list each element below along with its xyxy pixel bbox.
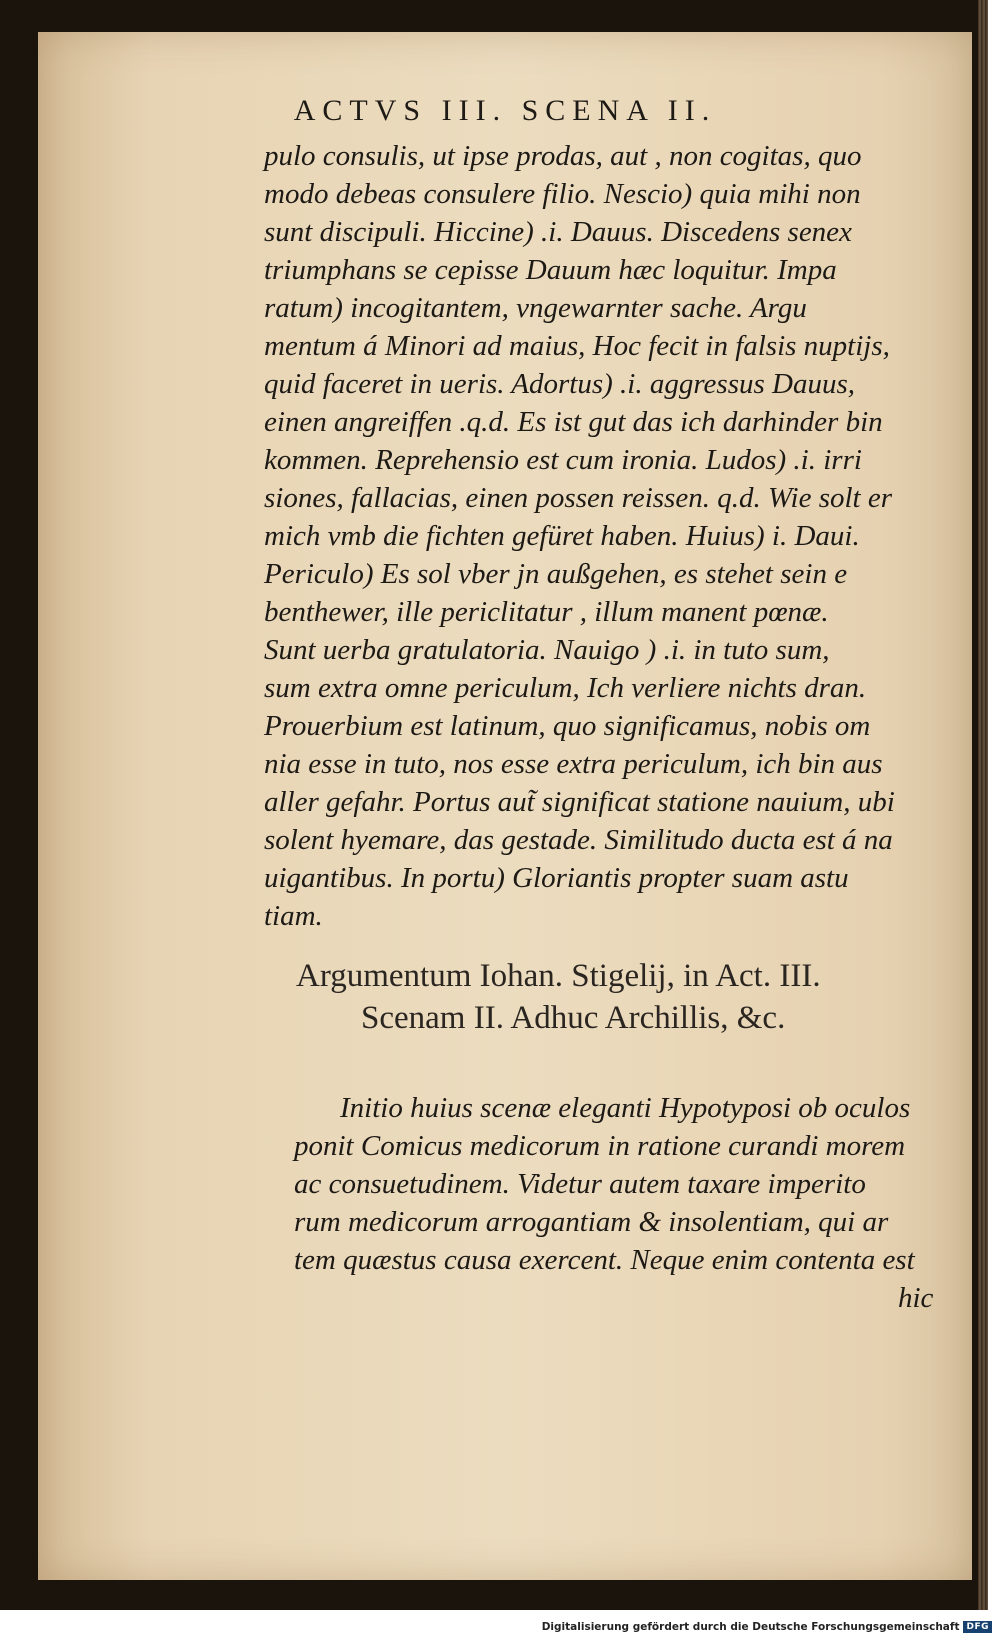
text-line: nia esse in tuto, nos esse extra periculum, ich bin aus (264, 748, 883, 780)
text-line: ac consuetudinem. Videtur autem taxare imperito (294, 1168, 866, 1200)
catchword: hic (898, 1282, 934, 1314)
text-line: pulo consulis, ut ipse prodas, aut , non cogitas, quo (264, 140, 862, 172)
text-line: Sunt uerba gratulatoria. Nauigo ) .i. in tuto sum, (264, 634, 830, 666)
book-page (38, 32, 972, 1580)
text-line: triumphans se cepisse Dauum hæc loquitur. Impa (264, 254, 837, 286)
text-line: uigantibus. In portu) Gloriantis propter suam astu (264, 862, 849, 894)
argument-heading-line: Scenam II. Adhuc Archillis, &c. (361, 1000, 786, 1036)
text-line: ponit Comicus medicorum in ratione curandi morem (294, 1130, 906, 1162)
digitization-footer (542, 1621, 992, 1633)
text-line: Initio huius scenæ eleganti Hypotyposi ob oculos (340, 1092, 911, 1124)
dfg-logo: DFG (963, 1621, 992, 1633)
text-line: ratum) incogitantem, vngewarnter sache. Argu (264, 292, 807, 324)
text-line: solent hyemare, das gestade. Similitudo ducta est á na (264, 824, 893, 856)
text-line: Prouerbium est latinum, quo significamus, nobis om (264, 710, 871, 742)
text-line: quid faceret in ueris. Adortus) .i. aggressus Dauus, (264, 368, 856, 400)
text-line: mich vmb die fichten gefüret haben. Huius) i. Daui. (264, 520, 860, 552)
text-line: sum extra omne periculum, Ich verliere nichts dran. (264, 672, 867, 704)
text-line: einen angreiffen .q.d. Es ist gut das ich darhinder bin (264, 406, 883, 438)
running-header: ACTVS III. SCENA II. (293, 94, 717, 127)
text-line: rum medicorum arrogantiam & insolentiam, qui ar (294, 1206, 889, 1238)
argument-heading-line: Argumentum Iohan. Stigelij, in Act. III. (296, 958, 821, 994)
text-line: tem quæstus causa exercent. Neque enim contenta est (294, 1244, 915, 1276)
footer-text: Digitalisierung gefördert durch die Deutsche Forschungsgemeinschaft (541, 1621, 960, 1633)
book-fore-edge (978, 0, 988, 1610)
text-line: benthewer, ille periclitatur , illum manent pœnæ. (264, 596, 829, 628)
text-line: modo debeas consulere filio. Nescio) quia mihi non (264, 178, 861, 210)
text-line: aller gefahr. Portus aut̃ significat statione nauium, ubi (264, 786, 895, 818)
text-line: mentum á Minori ad maius, Hoc fecit in falsis nuptijs, (264, 330, 890, 362)
text-line: tiam. (264, 900, 323, 932)
text-line: Periculo) Es sol vber jn außgehen, es stehet sein e (264, 558, 848, 590)
text-line: sunt discipuli. Hiccine) .i. Dauus. Discedens senex (264, 216, 852, 248)
text-line: siones, fallacias, einen possen reissen. q.d. Wie solt er (264, 482, 893, 514)
text-line: kommen. Reprehensio est cum ironia. Ludos) .i. irri (264, 444, 862, 476)
